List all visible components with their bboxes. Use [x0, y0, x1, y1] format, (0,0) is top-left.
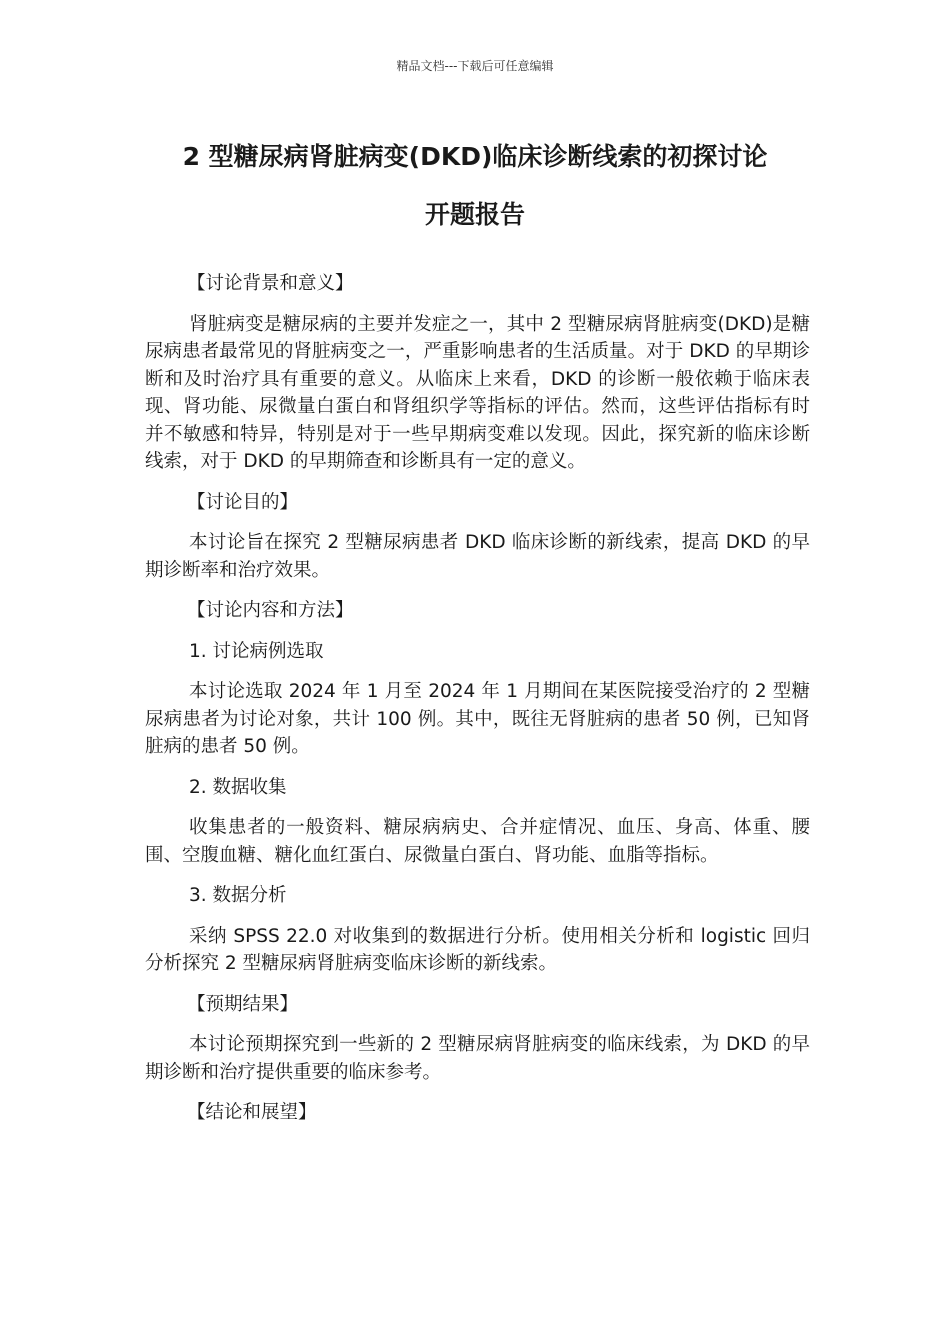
- section-heading-methods: 【讨论内容和方法】: [187, 600, 354, 621]
- paragraph-data-analysis: 采纳 SPSS 22.0 对收集到的数据进行分析。使用相关分析和 logistic 回归分析探究 2 型糖尿病肾脏病变临床诊断的新线索。: [145, 925, 810, 974]
- subheading-case-selection: 1. 讨论病例选取: [189, 640, 324, 662]
- subheading-data-analysis: 3. 数据分析: [189, 885, 287, 906]
- document-title: [120, 128, 830, 244]
- section-heading-conclusion: 【结论和展望】: [187, 1102, 317, 1123]
- title-line-2: 开题报告: [424, 200, 525, 229]
- paragraph-results: 本讨论预期探究到一些新的 2 型糖尿病肾脏病变的临床线索，为 DKD 的早期诊断和治疗提供重要的临床参考。: [145, 1034, 810, 1083]
- paragraph-background: 肾脏病变是糖尿病的主要并发症之一，其中 2 型糖尿病肾脏病变(DKD)是糖尿病患者最常见的肾脏病变之一，严重影响患者的生活质量。对于 DKD 的早期诊断和及时治疗具有重要的意义。从临床上来看，DKD 的诊断一般依赖于临床表现、肾功能、尿微量白蛋白和肾组织学等指标的评估。然而，这些评估指标有时并不敏感和特异，特别是对于一些早期病变难以发现。因此，探究新的临床诊断线索，对于 DKD 的早期筛查和诊断具有一定的意义。: [145, 313, 810, 472]
- section-heading-results: 【预期结果】: [187, 993, 299, 1015]
- section-heading-background: 【讨论背景和意义】: [187, 273, 354, 294]
- page-header-note: 精品文档---下载后可任意编辑: [396, 59, 554, 73]
- paragraph-purpose: 本讨论旨在探究 2 型糖尿病患者 DKD 临床诊断的新线索，提高 DKD 的早期诊断率和治疗效果。: [145, 532, 810, 581]
- subheading-data-collection: 2. 数据收集: [189, 776, 287, 798]
- paragraph-case-selection: 本讨论选取 2024 年 1 月至 2024 年 1 月期间在某医院接受治疗的 2 型糖尿病患者为讨论对象，共计 100 例。其中，既往无肾脏病的患者 50 例，已知肾脏病的患者 50 例。: [145, 681, 810, 757]
- document-body: [145, 270, 810, 1140]
- paragraph-data-collection: 收集患者的一般资料、糖尿病病史、合并症情况、血压、身高、体重、腰围、空腹血糖、糖化血红蛋白、尿微量白蛋白、肾功能、血脂等指标。: [145, 817, 810, 866]
- title-line-1: 2 型糖尿病肾脏病变(DKD)临床诊断线索的初探讨论: [182, 142, 768, 171]
- section-heading-purpose: 【讨论目的】: [187, 491, 299, 513]
